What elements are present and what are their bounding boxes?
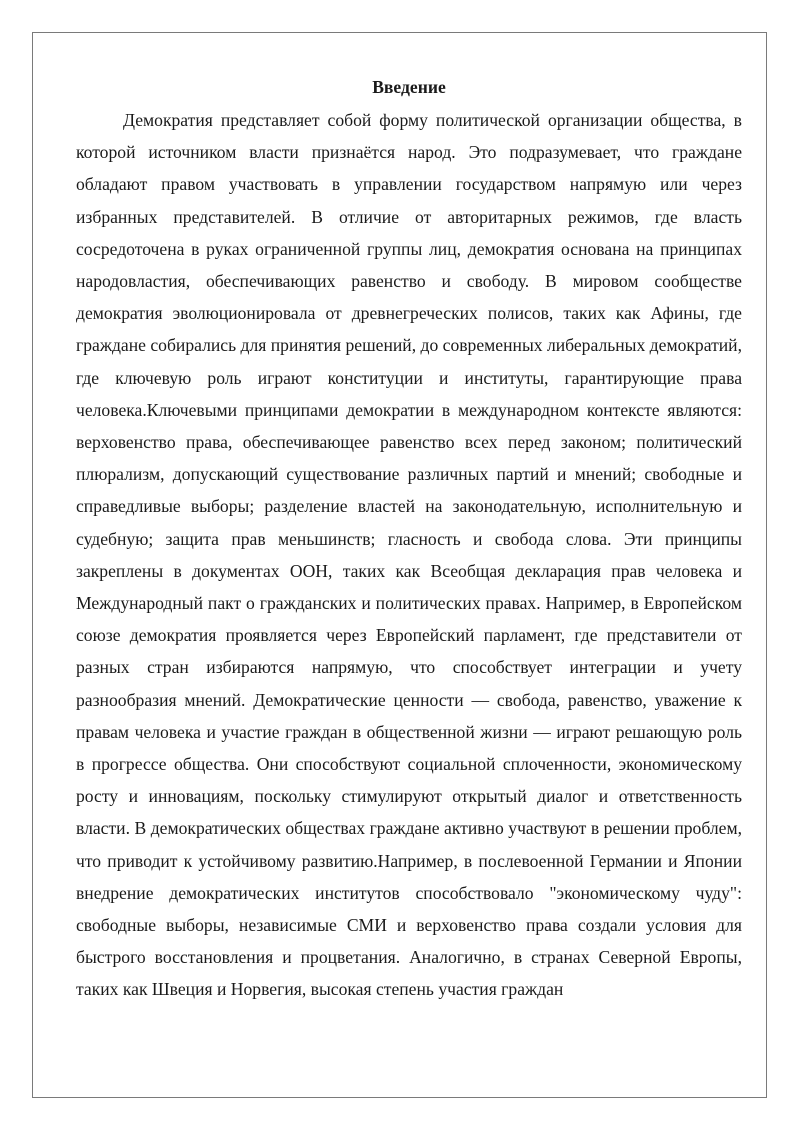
body-paragraph: Демократия представляет собой форму политической организации общества, в которой источником власти признаётся народ. Это подразумевает, что граждане обладают правом участвовать в управлении государством напрямую или через избранных представителей. В отличие от авторитарных режимов, где власть сосредоточена в руках ограниченной группы лиц, демократия основана на принципах народовластия, обеспечивающих равенство и свободу. В мировом сообществе демократия эволюционировала от древнегреческих полисов, таких как Афины, где граждане собирались для принятия решений, до современных либеральных демократий, где ключевую роль играют конституции и институты, гарантирующие права человека.Ключевыми принципами демократии в международном контексте являются: верховенство права, обеспечивающее равенство всех перед законом; политический плюрализм, допускающий существование различных партий и мнений; свободные и справедливые выборы; разделение властей на законодательную, исполнительную и судебную; защита прав меньшинств; гласность и свобода слова. Эти принципы закреплены в документах ООН, таких как Всеобщая декларация прав человека и Международный пакт о гражданских и политических правах. Например, в Европейском союзе демократия проявляется через Европейский парламент, где представители от разных стран избираются напрямую, что способствует интеграции и учету разнообразия мнений. Демократические ценности — свобода, равенство, уважение к правам человека и участие граждан в общественной жизни — играют решающую роль в прогрессе общества. Они способствуют социальной сплоченности, экономическому росту и инновациям, поскольку стимулируют открытый диалог и ответственность власти. В демократических обществах граждане активно участвуют в решении проблем, что приводит к устойчивому развитию.Например, в послевоенной Германии и Японии внедрение демократических институтов способствовало "экономическому чуду": свободные выборы, независимые СМИ и верховенство права создали условия для быстрого восстановления и процветания. Аналогично, в странах Северной Европы, таких как Швеция и Норвегия, высокая степень участия граждан [76, 110, 742, 1000]
document-content [76, 74, 742, 1006]
document-title: Введение [372, 77, 446, 97]
